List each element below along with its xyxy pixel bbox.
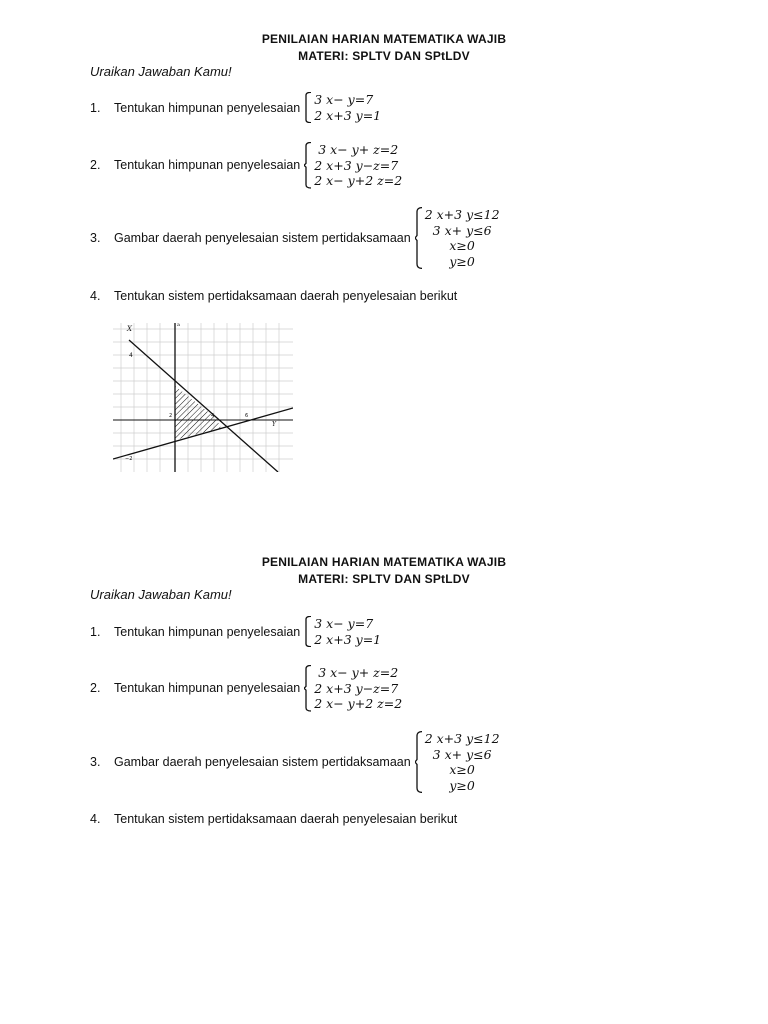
tick-label: 4 xyxy=(211,413,215,419)
inequality: y≥0 xyxy=(449,253,475,269)
equation: 2 x+3 y=1 xyxy=(314,631,382,647)
inequality-system xyxy=(415,731,500,793)
question-number: 1. xyxy=(90,100,101,115)
page-title-line2: MATERI: SPLTV DAN SPtLDV xyxy=(298,572,470,586)
inequality: 3 x+ y≤6 xyxy=(432,222,492,238)
question-2 xyxy=(90,142,402,189)
equation: 3 x− y+ z=2 xyxy=(318,142,399,157)
page-title-line2: MATERI: SPLTV DAN SPtLDV xyxy=(298,49,470,63)
brace-icon xyxy=(415,207,423,269)
equation: 2 x+3 y=1 xyxy=(314,107,382,123)
question-text: Tentukan himpunan penyelesaian xyxy=(114,681,301,696)
question-text: Tentukan sistem pertidaksamaan daerah penyelesaian berikut xyxy=(114,289,458,303)
question-number: 4. xyxy=(90,812,101,826)
equation: 3 x− y+ z=2 xyxy=(318,665,399,680)
tick-label: 2 xyxy=(169,413,173,419)
question-1 xyxy=(90,92,381,123)
inequality: x≥0 xyxy=(449,238,475,253)
inequality-system xyxy=(415,207,500,269)
equation-system xyxy=(304,142,402,189)
equation: 2 x− y+2 z=2 xyxy=(314,696,403,711)
line-descending xyxy=(129,340,278,472)
brace-icon xyxy=(304,142,312,189)
question-text: Tentukan himpunan penyelesaian xyxy=(114,100,301,115)
inequality: 2 x+3 y≤12 xyxy=(424,731,500,746)
question-4 xyxy=(90,289,457,303)
question-number: 3. xyxy=(90,231,101,245)
question-number: 4. xyxy=(90,289,101,303)
equation-system xyxy=(304,616,381,647)
brace-icon xyxy=(304,92,312,123)
equation: 2 x+3 y−z=7 xyxy=(314,157,399,173)
question-text: Gambar daerah penyelesaian sistem pertidaksamaan xyxy=(114,231,411,245)
question-number: 1. xyxy=(90,624,101,639)
inequality: x≥0 xyxy=(449,762,475,777)
question-number: 2. xyxy=(90,681,101,696)
question-number: 3. xyxy=(90,755,101,769)
equation: 3 x− y=7 xyxy=(314,616,374,631)
inequality: 3 x+ y≤6 xyxy=(432,746,492,762)
brace-icon xyxy=(304,665,312,712)
question-4 xyxy=(90,812,457,826)
page-title-line1: PENILAIAN HARIAN MATEMATIKA WAJIB xyxy=(261,32,507,46)
tick-label: 6 xyxy=(245,413,249,419)
instruction: Uraikan Jawaban Kamu! xyxy=(90,587,232,602)
instruction: Uraikan Jawaban Kamu! xyxy=(90,64,232,79)
question-text: Tentukan sistem pertidaksamaan daerah penyelesaian berikut xyxy=(114,812,458,826)
brace-icon xyxy=(415,731,423,793)
axis-label-y: Y xyxy=(272,421,276,428)
grid xyxy=(113,323,293,472)
question-3 xyxy=(90,731,500,793)
tick-label: −2 xyxy=(125,456,133,462)
equation: 2 x+3 y−z=7 xyxy=(314,680,399,696)
solution-region-graph xyxy=(113,319,293,472)
question-1 xyxy=(90,616,381,647)
question-2 xyxy=(90,665,402,712)
question-text: Tentukan himpunan penyelesaian xyxy=(114,158,301,173)
question-3 xyxy=(90,207,500,269)
axis-label-top: a xyxy=(177,322,180,328)
equation: 3 x− y=7 xyxy=(314,92,374,107)
equation-system xyxy=(304,92,381,123)
equation: 2 x− y+2 z=2 xyxy=(314,173,403,188)
equation-system xyxy=(304,665,402,712)
question-text: Gambar daerah penyelesaian sistem pertidaksamaan xyxy=(114,755,411,769)
brace-icon xyxy=(304,616,312,647)
inequality: y≥0 xyxy=(449,777,475,793)
question-number: 2. xyxy=(90,158,101,173)
tick-label: 4 xyxy=(129,352,133,359)
inequality: 2 x+3 y≤12 xyxy=(424,207,500,222)
question-text: Tentukan himpunan penyelesaian xyxy=(114,624,301,639)
page-title-line1: PENILAIAN HARIAN MATEMATIKA WAJIB xyxy=(261,555,507,569)
axis-label-x: X xyxy=(127,325,132,333)
